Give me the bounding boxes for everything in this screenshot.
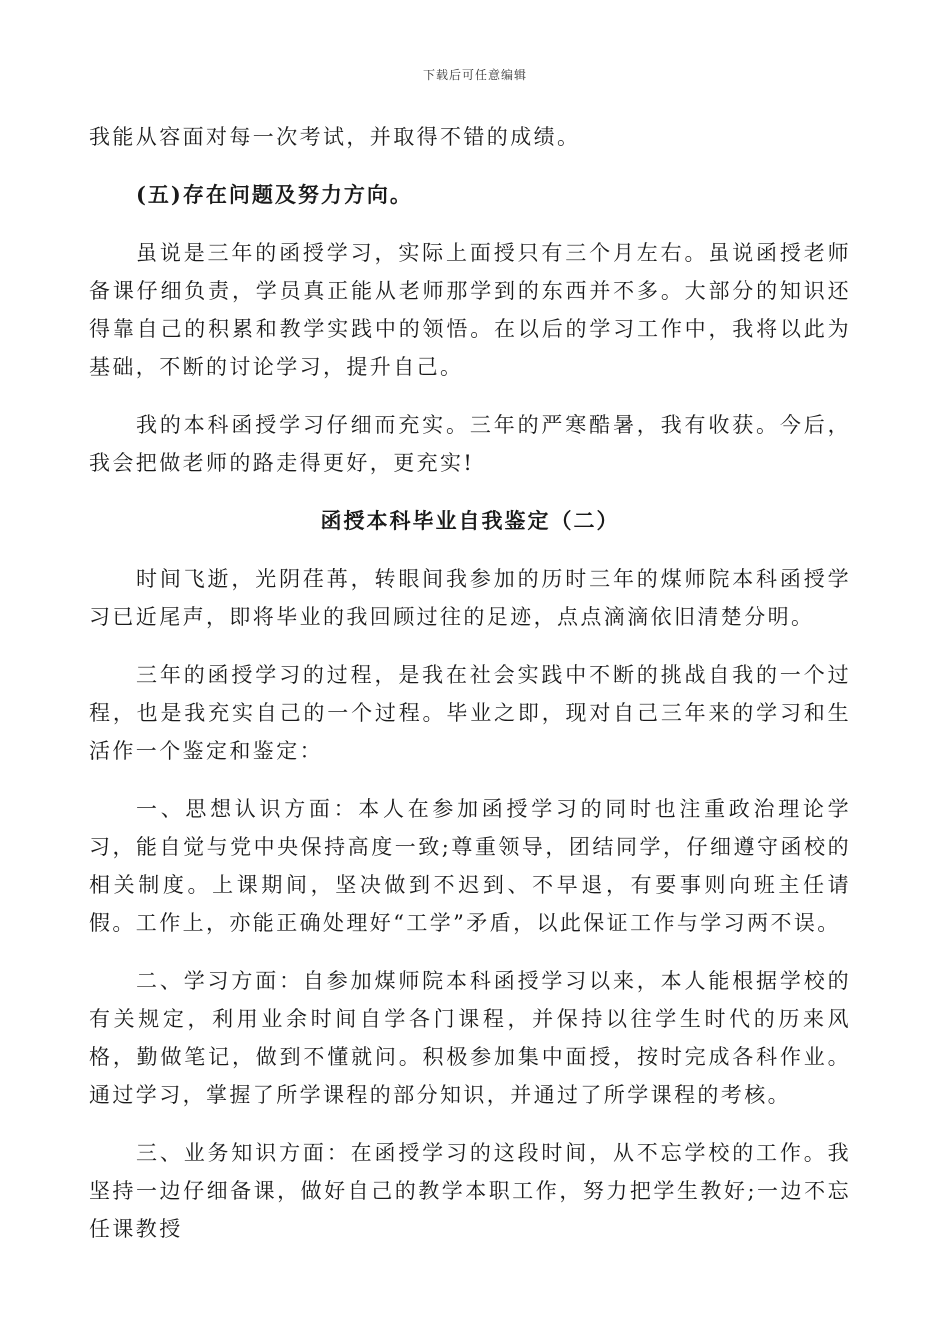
header-note: 下载后可任意编辑 — [422, 68, 527, 82]
paragraph: 三年的函授学习的过程，是我在社会实践中不断的挑战自我的一个过程，也是我充实自己的一个过程。毕业之即，现对自己三年来的学习和生活作一个鉴定和鉴定： — [89, 663, 851, 763]
paragraph: 虽说是三年的函授学习，实际上面授只有三个月左右。虽说函授老师备课仔细负责，学员真正能从老师那学到的东西并不多。大部分的知识还得靠自己的积累和教学实践中的领悟。在以后的学习工作中，我将以此为基础，不断的讨论学习，提升自己。 — [89, 241, 851, 379]
paragraph: 我的本科函授学习仔细而充实。三年的严寒酷暑，我有收获。今后，我会把做老师的路走得更好，更充实! — [89, 413, 851, 475]
paragraph: 时间飞逝，光阴荏苒，转眼间我参加的历时三年的煤师院本科函授学习已近尾声，即将毕业的我回顾过往的足迹，点点滴滴依旧清楚分明。 — [89, 567, 851, 629]
paragraph: 二、学习方面：自参加煤师院本科函授学习以来，本人能根据学校的有关规定，利用业余时间自学各门课程，并保持以往学生时代的历来风格，勤做笔记，做到不懂就问。积极参加集中面授，按时完成各科作业。通过学习，掌握了所学课程的部分知识，并通过了所学课程的考核。 — [89, 969, 851, 1107]
document-body — [89, 118, 851, 1248]
section-heading: (五)存在问题及努力方向。 — [136, 182, 413, 207]
paragraph: 三、业务知识方面：在函授学习的这段时间，从不忘学校的工作。我坚持一边仔细备课，做好自己的教学本职工作，努力把学生教好;一边不忘任课教授 — [89, 1141, 851, 1241]
paragraph: 我能从容面对每一次考试，并取得不错的成绩。 — [89, 125, 581, 149]
paragraph: 一、思想认识方面：本人在参加函授学习的同时也注重政治理论学习，能自觉与党中央保持高度一致;尊重领导，团结同学，仔细遵守函校的相关制度。上课期间，坚决做到不迟到、不早退，有要事则向班主任请假。工作上，亦能正确处理好“工学”矛盾，以此保证工作与学习两不误。 — [89, 797, 851, 935]
document-title: 函授本科毕业自我鉴定（二） — [320, 508, 620, 533]
